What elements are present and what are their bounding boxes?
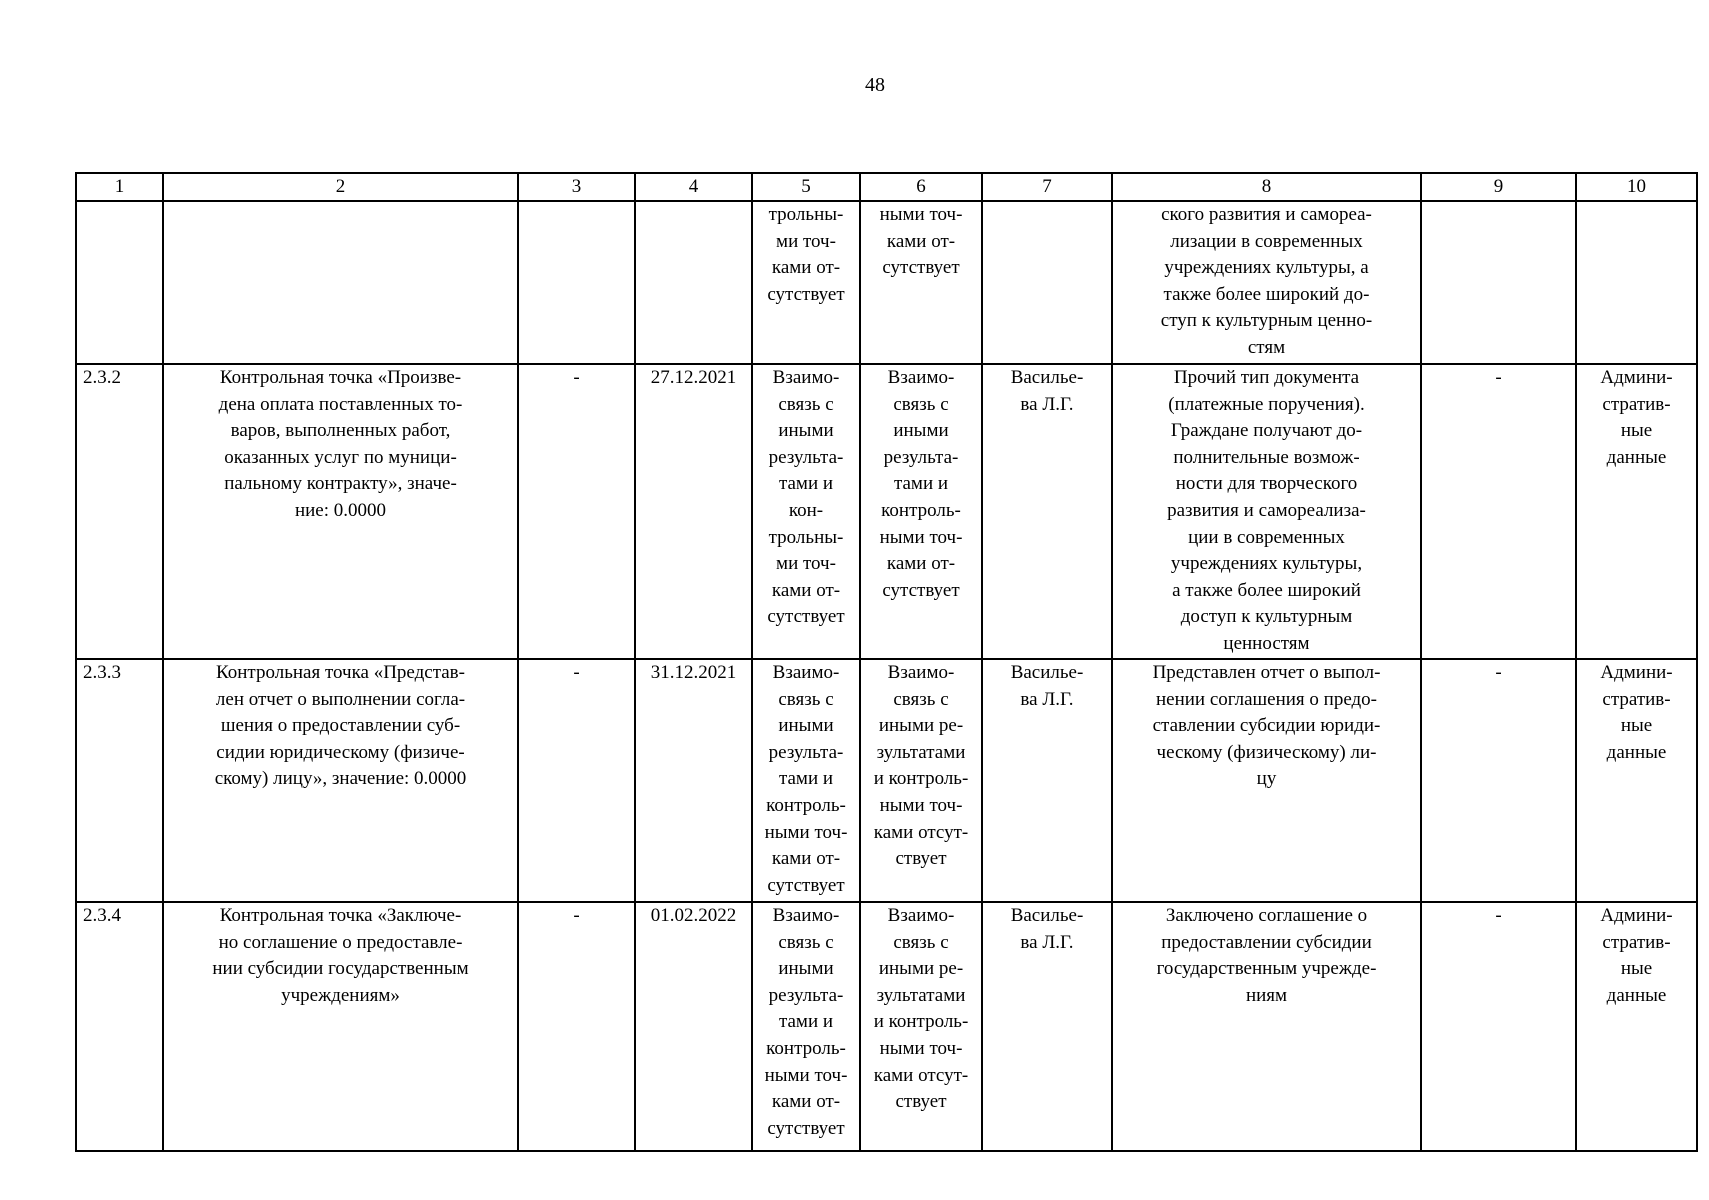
column-header-6: 6: [860, 173, 982, 201]
end-date-cell: 27.12.2021: [635, 364, 752, 659]
data-source-cell: Админи- стратив- ные данные: [1576, 659, 1697, 902]
start-date-cell: -: [518, 659, 635, 902]
start-date-cell: -: [518, 902, 635, 1151]
responsible-person-cell: Василье- ва Л.Г.: [982, 659, 1112, 902]
table-row-2-3-4: [76, 902, 1697, 1151]
info-system-cell: -: [1421, 902, 1576, 1151]
info-system-cell: [1421, 201, 1576, 364]
data-source-cell: [1576, 201, 1697, 364]
row-number-cell: 2.3.3: [76, 659, 163, 902]
data-source-cell: Админи- стратив- ные данные: [1576, 902, 1697, 1151]
result-description-cell: Прочий тип документа (платежные поручения). Граждане получают до- полнительные возмож- ности для творческого развития и самореализа- ции в современных учреждениях культуры, а также более широкий доступ к культурным ценностям: [1112, 364, 1421, 659]
responsible-person-cell: [982, 201, 1112, 364]
result-description-cell: Представлен отчет о выпол- нении соглашения о предо- ставлении субсидии юриди- ческому (физическому) ли- цу: [1112, 659, 1421, 902]
end-date-cell: 31.12.2021: [635, 659, 752, 902]
responsible-person-cell: Василье- ва Л.Г.: [982, 902, 1112, 1151]
responsible-person-cell: Василье- ва Л.Г.: [982, 364, 1112, 659]
successor-link-cell: ными точ- ками от- сутствует: [860, 201, 982, 364]
column-header-3: 3: [518, 173, 635, 201]
predecessor-link-cell: трольны- ми точ- ками от- сутствует: [752, 201, 860, 364]
successor-link-cell: Взаимо- связь с иными ре- зультатами и контроль- ными точ- ками отсут- ствует: [860, 659, 982, 902]
control-point-name-cell: Контрольная точка «Произве- дена оплата поставленных то- варов, выполненных работ, оказанных услуг по муници- пальному контракту», значе- ние: 0.0000: [163, 364, 518, 659]
data-source-cell: Админи- стратив- ные данные: [1576, 364, 1697, 659]
column-header-8: 8: [1112, 173, 1421, 201]
column-header-2: 2: [163, 173, 518, 201]
start-date-cell: -: [518, 364, 635, 659]
predecessor-link-cell: Взаимо- связь с иными результа- тами и контроль- ными точ- ками от- сутствует: [752, 902, 860, 1151]
successor-link-cell: Взаимо- связь с иными результа- тами и контроль- ными точ- ками от- сутствует: [860, 364, 982, 659]
column-header-5: 5: [752, 173, 860, 201]
info-system-cell: -: [1421, 364, 1576, 659]
table-row-2-3-2: [76, 364, 1697, 659]
predecessor-link-cell: Взаимо- связь с иными результа- тами и кон- трольны- ми точ- ками от- сутствует: [752, 364, 860, 659]
end-date-cell: 01.02.2022: [635, 902, 752, 1151]
column-header-4: 4: [635, 173, 752, 201]
predecessor-link-cell: Взаимо- связь с иными результа- тами и контроль- ными точ- ками от- сутствует: [752, 659, 860, 902]
column-header-7: 7: [982, 173, 1112, 201]
column-header-1: 1: [76, 173, 163, 201]
table-row-2-3-3: [76, 659, 1697, 902]
end-date-cell: [635, 201, 752, 364]
row-number-cell: [76, 201, 163, 364]
table-row-continuation: [76, 201, 1697, 364]
control-point-name-cell: [163, 201, 518, 364]
page-number: 48: [865, 74, 885, 96]
column-header-9: 9: [1421, 173, 1576, 201]
result-description-cell: Заключено соглашение о предоставлении субсидии государственным учрежде- ниям: [1112, 902, 1421, 1151]
successor-link-cell: Взаимо- связь с иными ре- зультатами и контроль- ными точ- ками отсут- ствует: [860, 902, 982, 1151]
start-date-cell: [518, 201, 635, 364]
control-point-name-cell: Контрольная точка «Представ- лен отчет о выполнении согла- шения о предоставлении суб- сидии юридическому (физиче- скому) лицу», значение: 0.0000: [163, 659, 518, 902]
column-number-header-row: [76, 173, 1697, 201]
result-description-cell: ского развития и самореа- лизации в современных учреждениях культуры, а также более широкий до- ступ к культурным ценно- стям: [1112, 201, 1421, 364]
column-header-10: 10: [1576, 173, 1697, 201]
info-system-cell: -: [1421, 659, 1576, 902]
control-points-table: [75, 172, 1698, 1152]
control-point-name-cell: Контрольная точка «Заключе- но соглашение о предоставле- нии субсидии государственным учреждениям»: [163, 902, 518, 1151]
row-number-cell: 2.3.4: [76, 902, 163, 1151]
row-number-cell: 2.3.2: [76, 364, 163, 659]
